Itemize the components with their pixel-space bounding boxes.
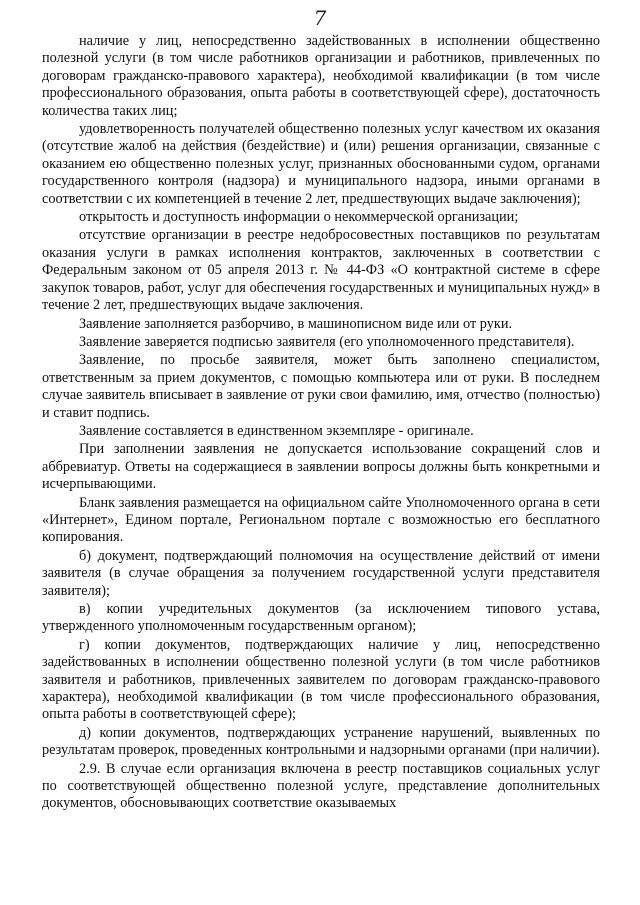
paragraph-section-2-9: 2.9. В случае если организация включена в реестр поставщиков социальных услуг по соответствующей общественно полезной услуге, представление дополнительных документов, обосновывающих соответствие оказываемых <box>42 760 600 812</box>
paragraph-single-copy: Заявление составляется в единственном экземпляре - оригинале. <box>79 422 474 439</box>
paragraph-item-b: б) документ, подтверждающий полномочия на осуществление действий от имени заявителя (в случае обращения за получением государственной услуги представителя заявителя); <box>42 547 600 599</box>
paragraph-specialist-fill: Заявление, по просьбе заявителя, может быть заполнено специалистом, ответственным за прием документов, с помощью компьютера или от руки. В последнем случае заявитель вписывает в заявление от руки свои фамилию, имя, отчество (полностью) и ставит подпись. <box>42 352 600 421</box>
paragraph-form-published: Бланк заявления размещается на официальном сайте Уполномоченного органа в сети «Интернет», Едином портале, Региональном портале с возможностью его бесплатного копирования. <box>42 494 600 546</box>
paragraph-satisfaction: удовлетворенность получателей общественно полезных услуг качеством их оказания (отсутствие жалоб на действия (бездействие) и (или) решения организации, связанные с оказанием ею общественно полезных услуг, признанных обоснованными судом, органами государственного контроля (надзора) и муниципального надзора, иными органами в соответствии с их компетенцией в течение 2 лет, предшествующих выдаче заключения); <box>42 121 600 207</box>
paragraph-signature: Заявление заверяется подписью заявителя (его уполномоченного представителя). <box>79 333 575 350</box>
paragraph-item-v: в) копии учредительных документов (за исключением типового устава, утвержденного уполномоченным государственным органом); <box>42 601 600 635</box>
paragraph-fill-legibly: Заявление заполняется разборчиво, в машинописном виде или от руки. <box>79 315 513 332</box>
page-number: 7 <box>313 6 327 30</box>
paragraph-item-d: д) копии документов, подтверждающих устранение нарушений, выявленных по результатам проверок, проведенных контрольными и надзорными органами (при наличии). <box>42 724 600 759</box>
paragraph-registry: отсутствие организации в реестре недобросовестных поставщиков по результатам оказания услуги в рамках исполнения контрактов, заключенных в соответствии с Федеральным законом от 05 апреля 2013 г. № 44-ФЗ «О контрактной системе в сфере закупок товаров, работ, услуг для обеспечения государственных и муниципальных нужд» в течение 2 лет, предшествующих выдаче заключения. <box>42 227 600 314</box>
paragraph-qualification: наличие у лиц, непосредственно задействованных в исполнении общественно полезной услуги (в том числе работников организации и работников, привлеченных по договорам гражданско-правового характера), необходимой квалификации (в том числе профессионального образования, опыта работы в соответствующей сфере), достаточность количества таких лиц; <box>42 33 600 119</box>
paragraph-item-g: г) копии документов, подтверждающих наличие у лиц, непосредственно задействованных в исполнении общественно полезной услуги (в том числе работников заявителя и работников, привлеченных заявителем по договорам гражданско-правового характера), необходимой квалификации (в том числе профессионального образования, опыта работы в соответствующей сфере); <box>42 636 600 723</box>
paragraph-no-abbreviations: При заполнении заявления не допускается использование сокращений слов и аббревиатур. Ответы на содержащиеся в заявлении вопросы должны быть конкретными и исчерпывающими. <box>42 441 600 493</box>
paragraph-openness: открытость и доступность информации о некоммерческой организации; <box>79 209 519 226</box>
document-body <box>42 33 600 814</box>
